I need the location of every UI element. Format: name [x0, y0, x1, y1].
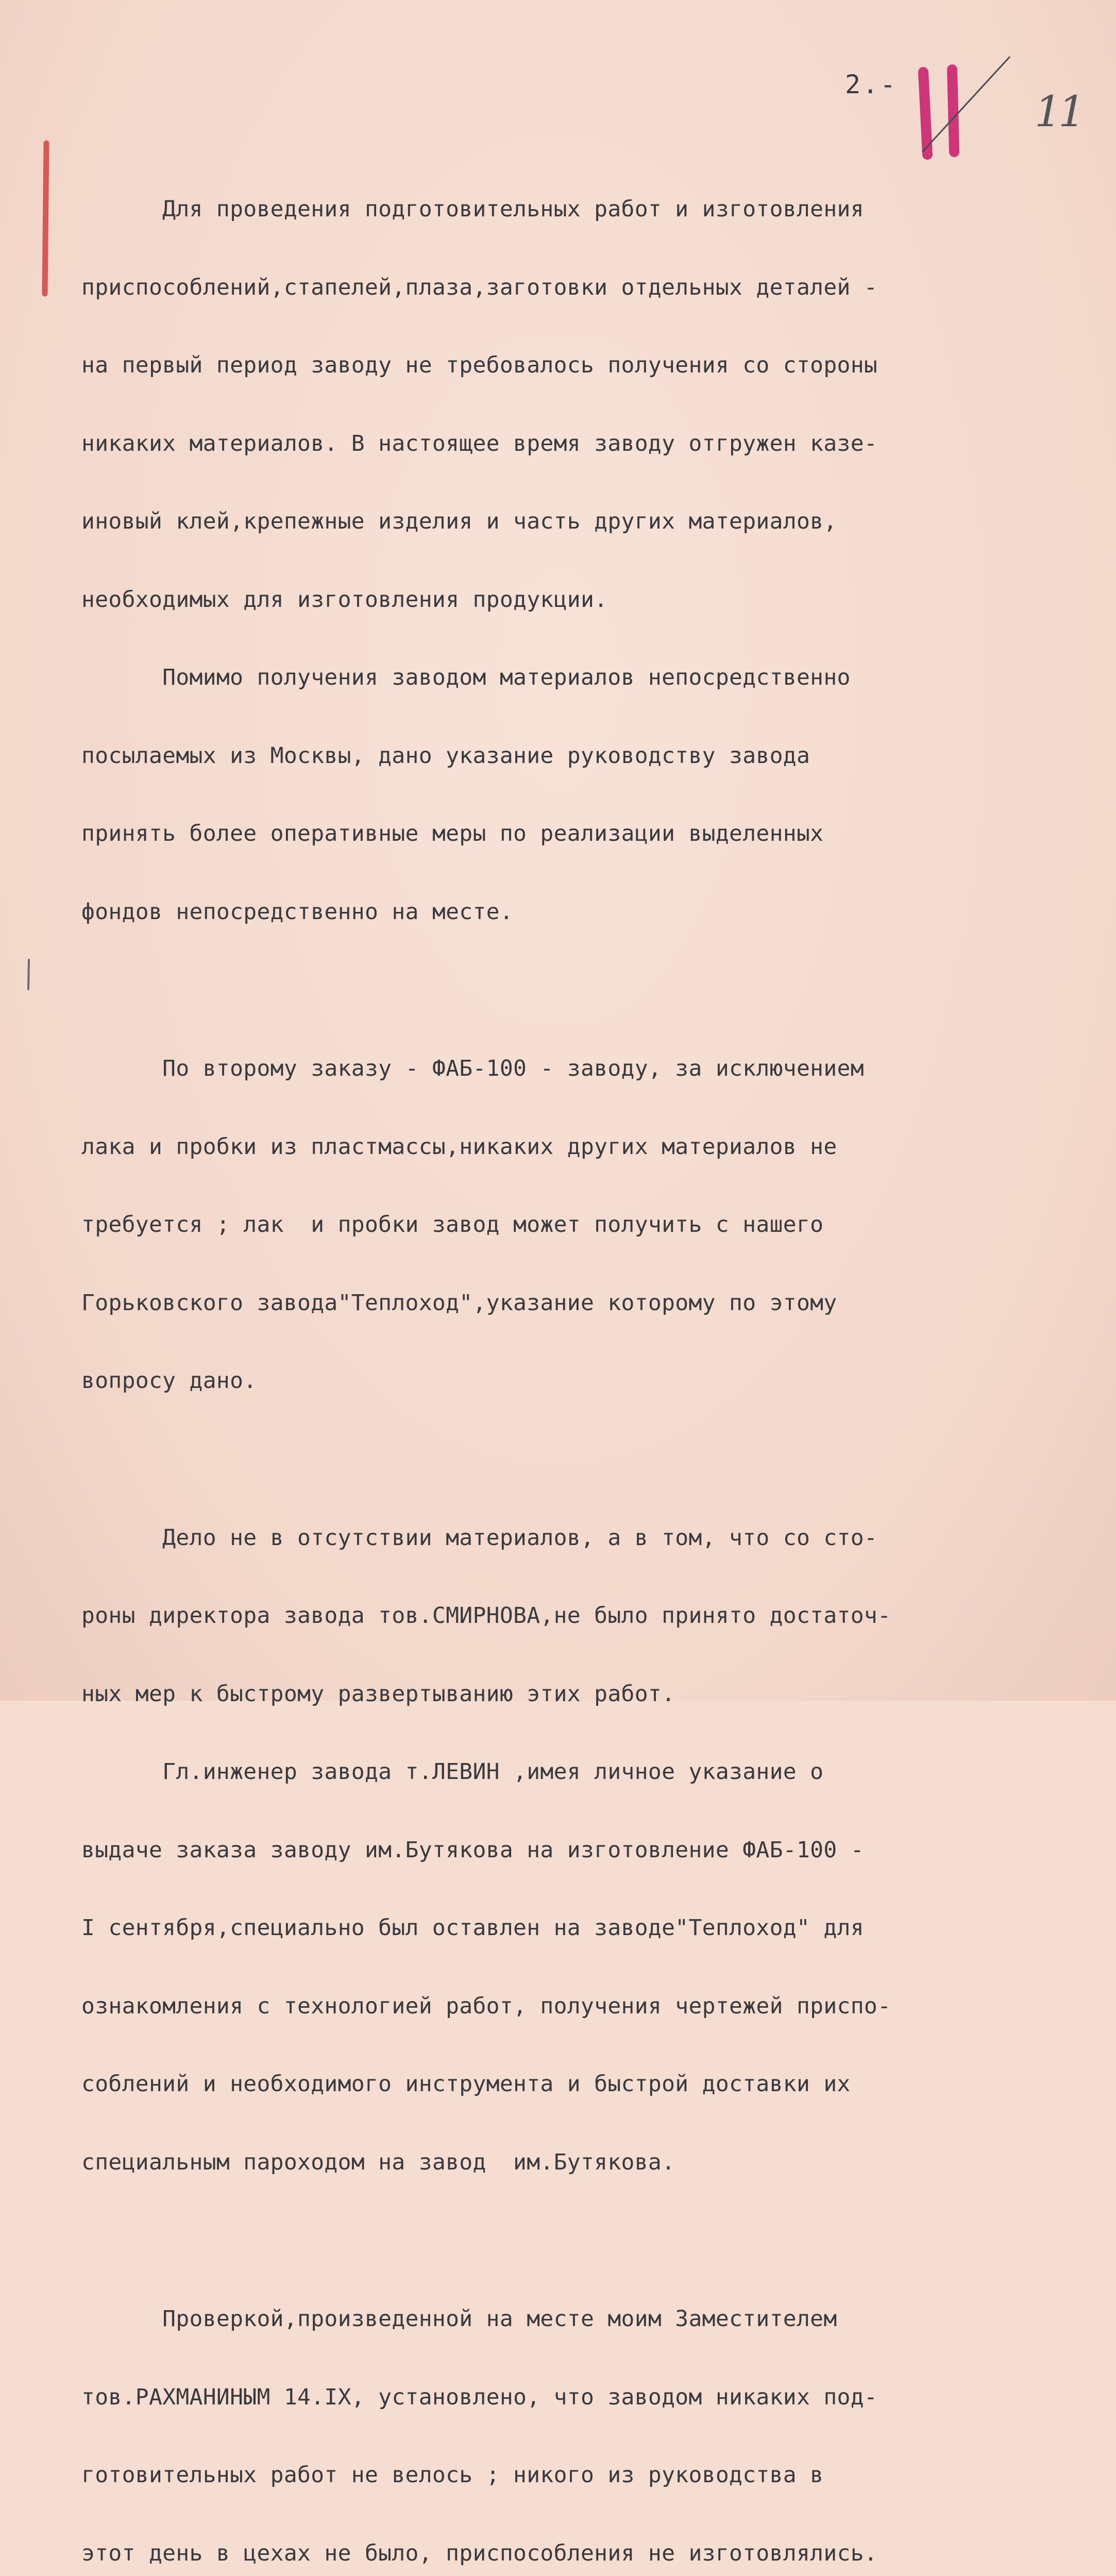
- text-line: никаких материалов. В настоящее время заводу отгружен казе-: [81, 430, 878, 456]
- red-margin-line: [36, 139, 57, 304]
- text-line: Проверкой,произведенной на месте моим Заместителем: [81, 2306, 837, 2332]
- text-line: По второму заказу - ФАБ-100 - заводу, за исключением: [81, 1056, 864, 1081]
- text-line: I сентября,специально был оставлен на заводе"Теплоход" для: [81, 1915, 864, 1941]
- pencil-margin-tick: [24, 957, 34, 993]
- text-line: ных мер к быстрому развертыванию этих работ.: [81, 1681, 675, 1707]
- text-line: фондов непосредственно на месте.: [81, 899, 514, 925]
- text-line: этот день в цехах не было, приспособления не изготовлялись.: [81, 2540, 878, 2566]
- text-line: на первый период заводу не требовалось получения со стороны: [81, 352, 878, 378]
- text-line: Гл.инженер завода т.ЛЕВИН ,имея личное указание о: [81, 1759, 824, 1785]
- text-line: приспособлений,стапелей,плаза,заготовки отдельных деталей -: [81, 274, 878, 300]
- text-line: Для проведения подготовительных работ и изготовления: [81, 196, 864, 222]
- pencil-folio-number: 11: [1035, 88, 1083, 137]
- text-line: требуется ; лак и пробки завод может получить с нашего: [81, 1212, 824, 1238]
- text-line: Дело не в отсутствии материалов, а в том, что со сто-: [81, 1524, 878, 1551]
- text-line: Горьковского завода"Теплоход",указание которому по этому: [81, 1290, 837, 1316]
- text-line: выдаче заказа заводу им.Бутякова на изготовление ФАБ-100 -: [81, 1837, 864, 1863]
- text-line: принять более оперативные меры по реализации выделенных: [81, 821, 824, 846]
- text-line: необходимых для изготовления продукции.: [81, 586, 608, 613]
- text-line: Помимо получения заводом материалов непосредственно: [81, 665, 851, 690]
- text-line: готовительных работ не велось ; никого из руководства в: [81, 2462, 824, 2488]
- text-line: посылаемых из Москвы, дано указание руководству завода: [81, 742, 810, 769]
- page-number: 2.-: [845, 70, 898, 99]
- text-line: лака и пробки из пластмассы,никаких других материалов не: [81, 1133, 837, 1160]
- paragraph-gap: [81, 1446, 1091, 1473]
- text-line: роны директора завода тов.СМИРНОВА,не было принято достаточ-: [81, 1603, 891, 1629]
- typewritten-body: [81, 144, 1091, 2576]
- text-line: специальным пароходом на завод им.Бутякова.: [81, 2149, 675, 2175]
- text-line: иновый клей,крепежные изделия и часть других материалов,: [81, 509, 837, 534]
- text-line: ознакомления с технологией работ, получения чертежей приспо-: [81, 1993, 891, 2019]
- text-line: соблений и необходимого инструмента и быстрой доставки их: [81, 2071, 851, 2097]
- paragraph-gap: [81, 977, 1091, 1004]
- paragraph-gap: [81, 2227, 1091, 2254]
- text-line: тов.РАХМАНИНЫМ 14.IX, установлено, что заводом никаких под-: [81, 2384, 878, 2410]
- text-line: вопросу дано.: [81, 1368, 257, 1394]
